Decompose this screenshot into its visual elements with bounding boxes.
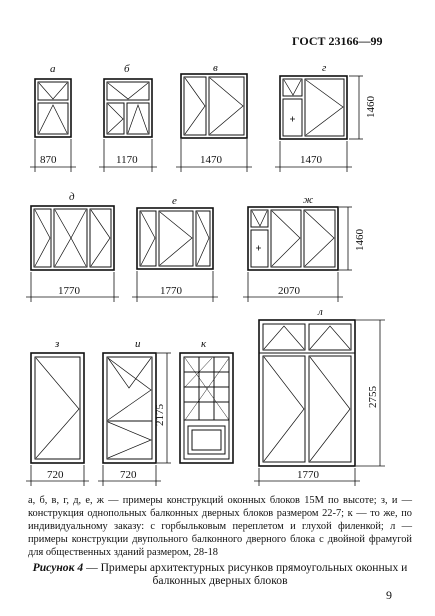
window-d xyxy=(31,206,114,270)
figure-caption-label: Рисунок 4 xyxy=(32,561,84,574)
window-a-width: 870 xyxy=(40,154,57,166)
document-header: ГОСТ 23166—99 xyxy=(292,34,383,48)
window-v xyxy=(181,74,247,138)
window-a-letter: а xyxy=(50,63,56,75)
figure-caption-text: — Примеры архитектурных рисунков прямоугольных оконных и балконных дверных блоков xyxy=(83,561,408,587)
window-e xyxy=(137,208,213,269)
door-z-letter: з xyxy=(55,338,60,350)
figure-caption xyxy=(28,561,412,587)
row2-height-label: 1460 xyxy=(354,229,366,251)
page-number: 9 xyxy=(386,588,392,602)
window-g-letter: г xyxy=(322,62,327,74)
row1-height-dimension xyxy=(349,76,363,139)
window-e-width: 1770 xyxy=(160,285,182,297)
window-v-letter: в xyxy=(213,62,218,74)
window-zh xyxy=(248,207,338,270)
door-l-width: 1770 xyxy=(297,469,319,481)
door-z-width: 720 xyxy=(47,469,64,481)
window-d-letter: д xyxy=(69,191,75,203)
window-b-letter: б xyxy=(124,63,130,75)
window-d-width: 1770 xyxy=(58,285,80,297)
door-l xyxy=(259,320,355,466)
door-i-letter: и xyxy=(135,338,141,350)
window-zh-letter: ж xyxy=(303,194,314,206)
window-v-width: 1470 xyxy=(200,154,222,166)
window-a xyxy=(35,79,71,137)
door-l-height-label: 2755 xyxy=(367,386,379,408)
door-k-letter: к xyxy=(201,338,207,350)
window-e-letter: е xyxy=(172,195,177,207)
row1-height-label: 1460 xyxy=(365,96,377,118)
window-g-width: 1470 xyxy=(300,154,322,166)
door-i xyxy=(103,353,156,463)
window-g xyxy=(280,76,347,139)
window-b xyxy=(104,79,152,137)
window-zh-width: 2070 xyxy=(278,285,300,297)
window-b-width: 1170 xyxy=(116,154,138,166)
door-z xyxy=(31,353,84,463)
row2-height-dimension xyxy=(339,207,352,270)
door-k xyxy=(180,353,233,463)
figure-description: а, б, в, г, д, е, ж — примеры конструкций оконных блоков 15М по высоте; з, и — конструкция однопольных балконных дверных блоков размером 22-7; к — то же, по индивидуальному заказу: с горбыльковым переплетом и глухой филенкой; л — примеры конструкции двупольного балконного дверного блока с двойной фрамугой для общественных зданий размером, 28-18 xyxy=(28,495,412,558)
door-i-height-label: 2175 xyxy=(154,404,166,426)
door-i-width: 720 xyxy=(120,469,137,481)
door-l-letter: л xyxy=(318,306,323,318)
